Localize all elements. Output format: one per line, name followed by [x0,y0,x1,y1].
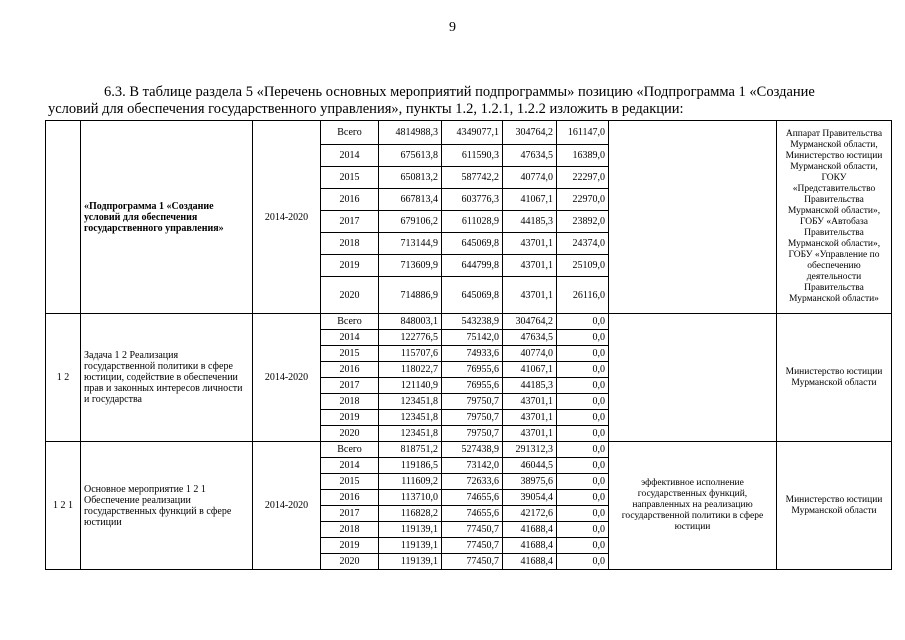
other-sources-cell: 0,0 [557,474,609,490]
year-cell: 2019 [321,255,379,277]
other-sources-cell: 0,0 [557,506,609,522]
year-cell: 2020 [321,277,379,314]
regional-budget-cell: 645069,8 [442,277,503,314]
other-sources-cell: 22970,0 [557,189,609,211]
regional-budget-cell: 74655,6 [442,490,503,506]
intro-paragraph [48,84,848,118]
total-cell: 675613,8 [379,145,442,167]
item-name-cell: Задача 1 2 Реализация государственной политики в сфере юстиции, содействие в обеспечении прав и законных интересов личности и государства [81,314,253,442]
federal-budget-cell: 44185,3 [503,378,557,394]
regional-budget-cell: 73142,0 [442,458,503,474]
federal-budget-cell: 43701,1 [503,426,557,442]
executor-cell: Министерство юстиции Мурманской области [777,442,892,570]
other-sources-cell: 0,0 [557,346,609,362]
regional-budget-cell: 79750,7 [442,394,503,410]
table-row [46,121,892,145]
total-cell: 119139,1 [379,522,442,538]
total-cell: 111609,2 [379,474,442,490]
table-row [46,314,892,330]
intro-line-2: условий для обеспечения государственного управления», пункты 1.2, 1.2.1, 1.2.2 изложить в редакции: [48,101,684,117]
regional-budget-cell: 77450,7 [442,554,503,570]
year-cell: 2014 [321,330,379,346]
regional-budget-cell: 79750,7 [442,410,503,426]
other-sources-cell: 0,0 [557,554,609,570]
regional-budget-cell: 74655,6 [442,506,503,522]
year-cell: 2016 [321,490,379,506]
regional-budget-cell: 611590,3 [442,145,503,167]
year-cell: 2020 [321,554,379,570]
regional-budget-cell: 77450,7 [442,538,503,554]
regional-budget-cell: 74933,6 [442,346,503,362]
other-sources-cell: 26116,0 [557,277,609,314]
regional-budget-cell: 644799,8 [442,255,503,277]
federal-budget-cell: 41688,4 [503,554,557,570]
period-cell: 2014-2020 [253,314,321,442]
federal-budget-cell: 41688,4 [503,538,557,554]
federal-budget-cell: 41067,1 [503,189,557,211]
item-code-cell [46,121,81,314]
total-cell: 118022,7 [379,362,442,378]
other-sources-cell: 0,0 [557,442,609,458]
intro-line-1: 6.3. В таблице раздела 5 «Перечень основных мероприятий подпрограммы» позицию «Подпрограмма 1 «Создание [104,84,815,100]
total-cell: 650813,2 [379,167,442,189]
regional-budget-cell: 645069,8 [442,233,503,255]
total-cell: 713144,9 [379,233,442,255]
total-cell: 113710,0 [379,490,442,506]
year-cell: 2015 [321,474,379,490]
total-cell: 115707,6 [379,346,442,362]
federal-budget-cell: 43701,1 [503,394,557,410]
other-sources-cell: 0,0 [557,410,609,426]
other-sources-cell: 0,0 [557,314,609,330]
year-cell: 2020 [321,426,379,442]
executor-cell: Аппарат Правительства Мурманской области, Министерство юстиции Мурманской области, ГОКУ «Представительство Правительства Мурманской области», ГОБУ «Автобаза Правительства Мурманской области», ГОБУ «Управление по обеспечению деятельности Правительства Мурманской области» [777,121,892,314]
other-sources-cell: 22297,0 [557,167,609,189]
federal-budget-cell: 44185,3 [503,211,557,233]
total-cell: 667813,4 [379,189,442,211]
federal-budget-cell: 43701,1 [503,410,557,426]
federal-budget-cell: 43701,1 [503,277,557,314]
year-cell: 2016 [321,189,379,211]
period-cell: 2014-2020 [253,442,321,570]
other-sources-cell: 16389,0 [557,145,609,167]
federal-budget-cell: 42172,6 [503,506,557,522]
federal-budget-cell: 304764,2 [503,314,557,330]
regional-budget-cell: 79750,7 [442,426,503,442]
other-sources-cell: 25109,0 [557,255,609,277]
total-cell: 123451,8 [379,410,442,426]
federal-budget-cell: 43701,1 [503,255,557,277]
year-cell: 2017 [321,378,379,394]
total-cell: 116828,2 [379,506,442,522]
activities-table [45,120,892,570]
federal-budget-cell: 39054,4 [503,490,557,506]
year-cell: 2018 [321,522,379,538]
federal-budget-cell: 304764,2 [503,121,557,145]
other-sources-cell: 0,0 [557,522,609,538]
year-cell: 2019 [321,538,379,554]
federal-budget-cell: 41688,4 [503,522,557,538]
year-cell: 2014 [321,145,379,167]
total-cell: 4814988,3 [379,121,442,145]
executor-cell: Министерство юстиции Мурманской области [777,314,892,442]
total-cell: 121140,9 [379,378,442,394]
regional-budget-cell: 77450,7 [442,522,503,538]
federal-budget-cell: 291312,3 [503,442,557,458]
total-cell: 848003,1 [379,314,442,330]
federal-budget-cell: 43701,1 [503,233,557,255]
other-sources-cell: 0,0 [557,378,609,394]
federal-budget-cell: 40774,0 [503,346,557,362]
year-cell: 2018 [321,394,379,410]
other-sources-cell: 24374,0 [557,233,609,255]
federal-budget-cell: 46044,5 [503,458,557,474]
federal-budget-cell: 41067,1 [503,362,557,378]
regional-budget-cell: 76955,6 [442,362,503,378]
indicator-cell [609,314,777,442]
indicator-cell [609,121,777,314]
regional-budget-cell: 72633,6 [442,474,503,490]
total-cell: 713609,9 [379,255,442,277]
federal-budget-cell: 40774,0 [503,167,557,189]
year-cell: 2016 [321,362,379,378]
other-sources-cell: 161147,0 [557,121,609,145]
item-code-cell: 1 2 [46,314,81,442]
total-cell: 679106,2 [379,211,442,233]
year-cell: 2017 [321,506,379,522]
regional-budget-cell: 75142,0 [442,330,503,346]
item-name-cell: «Подпрограмма 1 «Создание условий для обеспечения государственного управления» [81,121,253,314]
year-cell: 2015 [321,167,379,189]
regional-budget-cell: 543238,9 [442,314,503,330]
total-cell: 818751,2 [379,442,442,458]
other-sources-cell: 0,0 [557,330,609,346]
total-cell: 119139,1 [379,538,442,554]
other-sources-cell: 0,0 [557,490,609,506]
total-cell: 119186,5 [379,458,442,474]
year-cell: Всего [321,121,379,145]
federal-budget-cell: 47634,5 [503,145,557,167]
period-cell: 2014-2020 [253,121,321,314]
page-number: 9 [449,20,456,35]
other-sources-cell: 0,0 [557,538,609,554]
year-cell: 2019 [321,410,379,426]
year-cell: 2014 [321,458,379,474]
year-cell: Всего [321,442,379,458]
table-body [46,121,892,570]
regional-budget-cell: 603776,3 [442,189,503,211]
federal-budget-cell: 47634,5 [503,330,557,346]
regional-budget-cell: 4349077,1 [442,121,503,145]
other-sources-cell: 0,0 [557,426,609,442]
other-sources-cell: 23892,0 [557,211,609,233]
other-sources-cell: 0,0 [557,362,609,378]
regional-budget-cell: 527438,9 [442,442,503,458]
total-cell: 119139,1 [379,554,442,570]
regional-budget-cell: 76955,6 [442,378,503,394]
total-cell: 714886,9 [379,277,442,314]
indicator-cell: эффективное исполнение государственных функций, направленных на реализацию государственной политики в сфере юстиции [609,442,777,570]
year-cell: 2015 [321,346,379,362]
federal-budget-cell: 38975,6 [503,474,557,490]
table-row [46,442,892,458]
year-cell: 2018 [321,233,379,255]
other-sources-cell: 0,0 [557,394,609,410]
other-sources-cell: 0,0 [557,458,609,474]
regional-budget-cell: 611028,9 [442,211,503,233]
regional-budget-cell: 587742,2 [442,167,503,189]
year-cell: 2017 [321,211,379,233]
total-cell: 123451,8 [379,426,442,442]
item-code-cell: 1 2 1 [46,442,81,570]
total-cell: 123451,8 [379,394,442,410]
item-name-cell: Основное мероприятие 1 2 1 Обеспечение реализации государственных функций в сфере юстиции [81,442,253,570]
year-cell: Всего [321,314,379,330]
total-cell: 122776,5 [379,330,442,346]
